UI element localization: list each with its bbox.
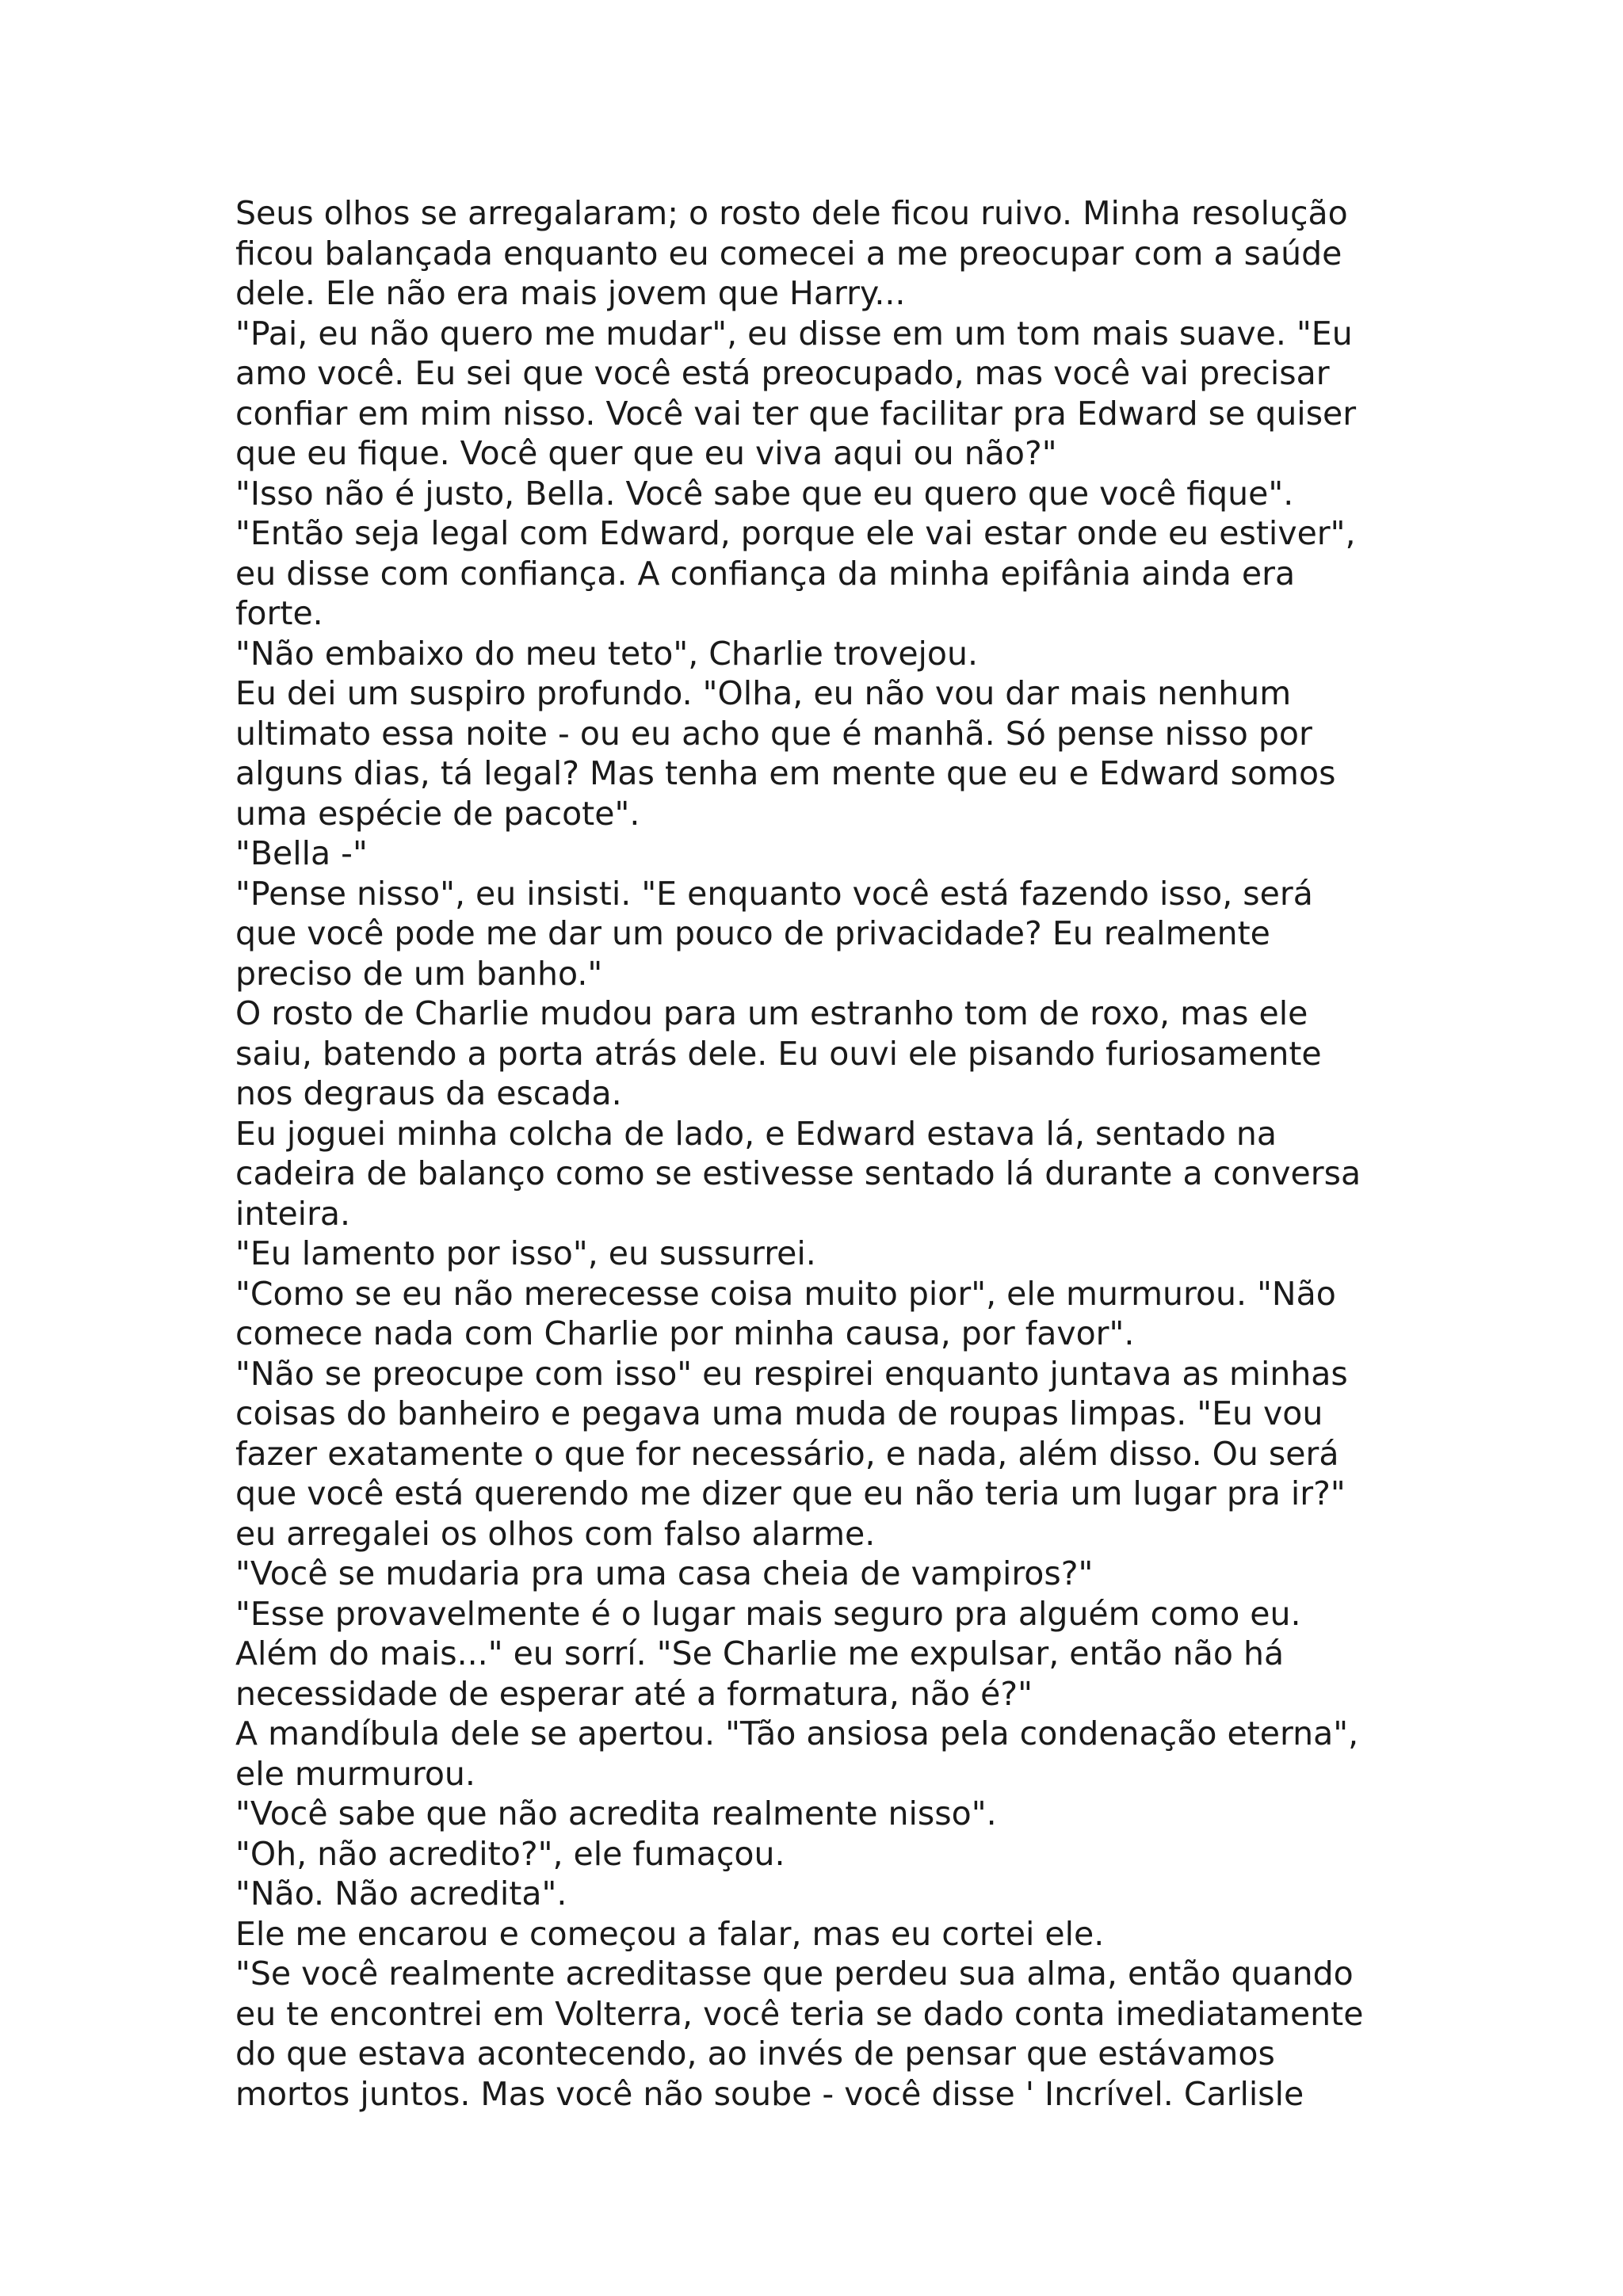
text-line: eu te encontrei em Volterra, você teria se dado conta imediatamente: [235, 1994, 1364, 2033]
text-line: dele. Ele não era mais jovem que Harry...: [235, 274, 906, 312]
text-line: A mandíbula dele se apertou. "Tão ansiosa pela condenação eterna",: [235, 1714, 1359, 1753]
text-line: "Então seja legal com Edward, porque ele vai estar onde eu estiver",: [235, 514, 1356, 552]
text-line: "Eu lamento por isso", eu sussurrei.: [235, 1234, 816, 1272]
body-text: [235, 193, 1400, 2114]
text-line: mortos juntos. Mas você não soube - você disse ' Incrível. Carlisle: [235, 2074, 1304, 2113]
text-line: ele murmurou.: [235, 1754, 475, 1793]
text-line: "Pense nisso", eu insisti. "E enquanto você está fazendo isso, será: [235, 874, 1313, 913]
text-line: uma espécie de pacote".: [235, 794, 640, 833]
text-line: "Se você realmente acreditasse que perdeu sua alma, então quando: [235, 1955, 1354, 1993]
text-line: Ele me encarou e começou a falar, mas eu cortei ele.: [235, 1914, 1105, 1953]
text-line: inteira.: [235, 1194, 351, 1233]
text-line: "Pai, eu não quero me mudar", eu disse em um tom mais suave. "Eu: [235, 314, 1353, 353]
text-line: coisas do banheiro e pegava uma muda de roupas limpas. "Eu vou: [235, 1394, 1323, 1432]
text-line: cadeira de balanço como se estivesse sentado lá durante a conversa: [235, 1154, 1361, 1192]
text-line: necessidade de esperar até a formatura, não é?": [235, 1674, 1033, 1713]
text-line: "Bella -": [235, 834, 368, 872]
text-line: "Não embaixo do meu teto", Charlie trovejou.: [235, 634, 979, 673]
text-line: fazer exatamente o que for necessário, e nada, além disso. Ou será: [235, 1434, 1339, 1473]
text-line: eu arregalei os olhos com falso alarme.: [235, 1514, 876, 1553]
text-line: saiu, batendo a porta atrás dele. Eu ouvi ele pisando furiosamente: [235, 1034, 1322, 1073]
text-line: Além do mais..." eu sorrí. "Se Charlie me expulsar, então não há: [235, 1634, 1285, 1672]
text-line: eu disse com confiança. A confiança da minha epifânia ainda era: [235, 554, 1296, 593]
text-line: amo você. Eu sei que você está preocupado, mas você vai precisar: [235, 354, 1330, 392]
text-line: "Esse provavelmente é o lugar mais seguro pra alguém como eu.: [235, 1594, 1301, 1633]
text-line: confiar em mim nisso. Você vai ter que facilitar pra Edward se quiser: [235, 394, 1357, 433]
text-line: ficou balançada enquanto eu comecei a me preocupar com a saúde: [235, 234, 1342, 273]
text-line: comece nada com Charlie por minha causa, por favor".: [235, 1314, 1135, 1352]
text-line: Eu dei um suspiro profundo. "Olha, eu não vou dar mais nenhum: [235, 674, 1292, 712]
text-line: "Isso não é justo, Bella. Você sabe que eu quero que você fique".: [235, 474, 1294, 513]
text-line: nos degraus da escada.: [235, 1074, 622, 1112]
text-line: Eu joguei minha colcha de lado, e Edward estava lá, sentado na: [235, 1114, 1277, 1153]
text-line: do que estava acontecendo, ao invés de pensar que estávamos: [235, 2035, 1275, 2073]
text-line: que eu fique. Você quer que eu viva aqui ou não?": [235, 434, 1057, 472]
text-line: que você está querendo me dizer que eu não teria um lugar pra ir?": [235, 1474, 1346, 1512]
text-line: ultimato essa noite - ou eu acho que é manhã. Só pense nisso por: [235, 714, 1312, 753]
text-line: O rosto de Charlie mudou para um estranho tom de roxo, mas ele: [235, 994, 1308, 1032]
text-line: "Não. Não acredita".: [235, 1875, 567, 1913]
text-line: "Você sabe que não acredita realmente nisso".: [235, 1794, 997, 1833]
text-line: "Oh, não acredito?", ele fumaçou.: [235, 1834, 785, 1873]
text-line: "Não se preocupe com isso" eu respirei enquanto juntava as minhas: [235, 1354, 1348, 1393]
text-line: "Como se eu não merecesse coisa muito pior", ele murmurou. "Não: [235, 1274, 1336, 1313]
text-line: "Você se mudaria pra uma casa cheia de vampiros?": [235, 1554, 1094, 1592]
text-line: forte.: [235, 594, 323, 632]
text-line: alguns dias, tá legal? Mas tenha em mente que eu e Edward somos: [235, 754, 1336, 792]
text-line: preciso de um banho.": [235, 954, 603, 993]
text-line: que você pode me dar um pouco de privacidade? Eu realmente: [235, 914, 1270, 952]
text-line: Seus olhos se arregalaram; o rosto dele ficou ruivo. Minha resolução: [235, 194, 1348, 232]
